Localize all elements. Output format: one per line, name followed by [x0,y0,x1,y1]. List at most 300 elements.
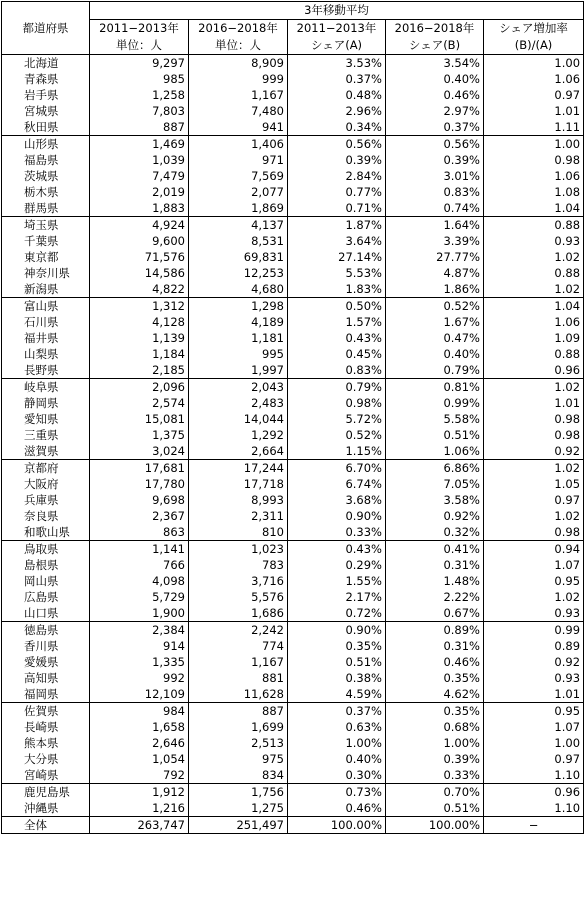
share-b: 0.67% [386,605,484,622]
share-b: 1.67% [386,314,484,330]
table-row [2,87,584,103]
share-a: 0.29% [288,557,386,573]
table-row [2,314,584,330]
share-growth: 1.02 [484,281,584,298]
count-2016-2018: 4,680 [189,281,288,298]
share-growth: 1.09 [484,330,584,346]
count-2016-2018: 4,189 [189,314,288,330]
count-2016-2018: 1,997 [189,362,288,379]
table-row [2,233,584,249]
count-2011-2013: 1,469 [90,136,189,153]
count-2016-2018: 3,716 [189,573,288,589]
count-2016-2018: 1,756 [189,784,288,801]
count-2011-2013: 863 [90,524,189,541]
count-2011-2013: 1,139 [90,330,189,346]
table-row [2,217,584,234]
share-b: 3.39% [386,233,484,249]
share-b: 2.97% [386,103,484,119]
count-2011-2013: 17,780 [90,476,189,492]
share-growth: 0.98 [484,524,584,541]
table-row [2,719,584,735]
prefecture-name: 広島県 [2,589,90,605]
count-2016-2018: 1,292 [189,427,288,443]
table-row [2,281,584,298]
prefecture-name: 愛知県 [2,411,90,427]
table-row [2,476,584,492]
count-2016-2018: 4,137 [189,217,288,234]
count-2016-2018: 1,406 [189,136,288,153]
count-2011-2013: 17,681 [90,460,189,477]
prefecture-name: 滋賀県 [2,443,90,460]
prefecture-name: 山梨県 [2,346,90,362]
table-row [2,427,584,443]
share-b: 0.52% [386,298,484,315]
share-b: 1.06% [386,443,484,460]
share-b: 0.99% [386,395,484,411]
share-growth: 0.93 [484,233,584,249]
table-row [2,735,584,751]
share-a: 0.51% [288,654,386,670]
table-row [2,200,584,217]
col4-header-period: 2016−2018年 [386,20,484,38]
share-growth: 1.10 [484,800,584,817]
share-b: 0.51% [386,427,484,443]
count-2016-2018: 975 [189,751,288,767]
prefecture-name: 鹿児島県 [2,784,90,801]
share-a: 0.34% [288,119,386,136]
share-growth: 1.00 [484,136,584,153]
share-growth: 0.88 [484,217,584,234]
share-growth: 0.92 [484,443,584,460]
prefecture-name: 石川県 [2,314,90,330]
count-2016-2018: 774 [189,638,288,654]
share-a: 0.56% [288,136,386,153]
share-growth: 1.01 [484,103,584,119]
total-prefecture-name: 全体 [2,817,90,834]
table-row [2,703,584,720]
table-row [2,605,584,622]
prefecture-name: 東京都 [2,249,90,265]
share-b: 4.87% [386,265,484,281]
share-a: 0.48% [288,87,386,103]
col2-header-period: 2016−2018年 [189,20,288,38]
table-row [2,395,584,411]
share-growth: 0.88 [484,265,584,281]
share-growth: 0.93 [484,605,584,622]
total-share-b: 100.00% [386,817,484,834]
share-a: 0.40% [288,751,386,767]
prefecture-name: 熊本県 [2,735,90,751]
share-b: 0.40% [386,71,484,87]
count-2011-2013: 7,479 [90,168,189,184]
prefecture-name: 秋田県 [2,119,90,136]
share-b: 27.77% [386,249,484,265]
share-growth: 1.02 [484,589,584,605]
count-2011-2013: 1,658 [90,719,189,735]
share-growth: 1.07 [484,557,584,573]
count-2016-2018: 1,023 [189,541,288,558]
share-growth: 1.02 [484,460,584,477]
count-2011-2013: 1,900 [90,605,189,622]
share-a: 1.00% [288,735,386,751]
share-a: 0.33% [288,524,386,541]
share-a: 0.98% [288,395,386,411]
table-row [2,557,584,573]
prefecture-name: 福岡県 [2,686,90,703]
share-a: 0.90% [288,622,386,639]
count-2011-2013: 1,216 [90,800,189,817]
prefecture-name: 三重県 [2,427,90,443]
share-b: 7.05% [386,476,484,492]
count-2016-2018: 8,909 [189,55,288,72]
table-row [2,298,584,315]
count-2016-2018: 2,664 [189,443,288,460]
count-2016-2018: 69,831 [189,249,288,265]
share-a: 0.37% [288,703,386,720]
count-2011-2013: 4,822 [90,281,189,298]
share-growth: 0.95 [484,703,584,720]
prefecture-name: 岡山県 [2,573,90,589]
prefecture-name: 栃木県 [2,184,90,200]
count-2016-2018: 1,275 [189,800,288,817]
count-2011-2013: 9,297 [90,55,189,72]
prefecture-name: 和歌山県 [2,524,90,541]
prefecture-name: 奈良県 [2,508,90,524]
count-2016-2018: 1,298 [189,298,288,315]
table-row [2,71,584,87]
share-b: 0.37% [386,119,484,136]
share-growth: 1.05 [484,476,584,492]
prefecture-name: 群馬県 [2,200,90,217]
share-growth: 0.88 [484,346,584,362]
share-b: 2.22% [386,589,484,605]
share-a: 3.64% [288,233,386,249]
share-b: 1.48% [386,573,484,589]
count-2011-2013: 71,576 [90,249,189,265]
share-growth: 0.93 [484,670,584,686]
prefecture-name: 佐賀県 [2,703,90,720]
count-2011-2013: 15,081 [90,411,189,427]
table-row [2,119,584,136]
share-growth: 0.98 [484,152,584,168]
share-b: 4.62% [386,686,484,703]
col4-header-unit: シェア(B) [386,37,484,55]
share-b: 0.74% [386,200,484,217]
table-row [2,411,584,427]
prefecture-name: 千葉県 [2,233,90,249]
share-growth: 1.04 [484,200,584,217]
count-2016-2018: 881 [189,670,288,686]
share-growth: 1.02 [484,508,584,524]
count-2011-2013: 1,375 [90,427,189,443]
share-b: 0.39% [386,152,484,168]
share-a: 1.83% [288,281,386,298]
prefecture-name: 新潟県 [2,281,90,298]
share-b: 0.92% [386,508,484,524]
share-a: 1.55% [288,573,386,589]
share-growth: 0.94 [484,541,584,558]
count-2016-2018: 17,718 [189,476,288,492]
table-row [2,524,584,541]
table-row [2,573,584,589]
share-a: 0.90% [288,508,386,524]
count-2016-2018: 12,253 [189,265,288,281]
table-row [2,767,584,784]
count-2016-2018: 1,699 [189,719,288,735]
col3-header-period: 2011−2013年 [288,20,386,38]
prefecture-column-header: 都道府県 [2,2,90,55]
table-row [2,622,584,639]
count-2011-2013: 1,184 [90,346,189,362]
share-growth: 1.06 [484,168,584,184]
share-b: 0.35% [386,703,484,720]
count-2016-2018: 2,483 [189,395,288,411]
share-growth: 1.06 [484,314,584,330]
share-a: 0.71% [288,200,386,217]
share-growth: 0.98 [484,411,584,427]
share-b: 3.58% [386,492,484,508]
table-row [2,800,584,817]
share-b: 1.00% [386,735,484,751]
col1-header-period: 2011−2013年 [90,20,189,38]
count-2016-2018: 7,480 [189,103,288,119]
table-row [2,492,584,508]
prefecture-name: 富山県 [2,298,90,315]
share-growth: 1.08 [484,184,584,200]
count-2011-2013: 984 [90,703,189,720]
table-row [2,654,584,670]
share-a: 0.30% [288,767,386,784]
share-a: 4.59% [288,686,386,703]
count-2016-2018: 5,576 [189,589,288,605]
share-b: 0.39% [386,751,484,767]
share-a: 3.68% [288,492,386,508]
share-growth: 1.11 [484,119,584,136]
share-b: 5.58% [386,411,484,427]
count-2011-2013: 887 [90,119,189,136]
count-2011-2013: 992 [90,670,189,686]
share-growth: 0.96 [484,784,584,801]
total-count-2016-2018: 251,497 [189,817,288,834]
prefecture-name: 宮崎県 [2,767,90,784]
count-2011-2013: 12,109 [90,686,189,703]
count-2016-2018: 17,244 [189,460,288,477]
share-a: 0.38% [288,670,386,686]
count-2011-2013: 4,924 [90,217,189,234]
count-2011-2013: 2,367 [90,508,189,524]
count-2011-2013: 5,729 [90,589,189,605]
share-b: 0.51% [386,800,484,817]
table-row [2,362,584,379]
count-2016-2018: 810 [189,524,288,541]
share-b: 0.83% [386,184,484,200]
count-2016-2018: 2,043 [189,379,288,396]
count-2016-2018: 7,569 [189,168,288,184]
table-row [2,638,584,654]
count-2011-2013: 14,586 [90,265,189,281]
share-b: 0.81% [386,379,484,396]
prefecture-name: 山口県 [2,605,90,622]
share-b: 6.86% [386,460,484,477]
share-a: 0.45% [288,346,386,362]
table-row [2,136,584,153]
share-growth: 0.92 [484,654,584,670]
count-2011-2013: 4,098 [90,573,189,589]
count-2011-2013: 2,096 [90,379,189,396]
table-row [2,460,584,477]
prefecture-name: 埼玉県 [2,217,90,234]
share-a: 0.39% [288,152,386,168]
share-a: 2.96% [288,103,386,119]
prefecture-name: 香川県 [2,638,90,654]
count-2011-2013: 7,803 [90,103,189,119]
count-2011-2013: 9,698 [90,492,189,508]
col2-header-unit: 単位：人 [189,37,288,55]
count-2016-2018: 783 [189,557,288,573]
share-b: 0.46% [386,654,484,670]
total-row [2,817,584,834]
share-growth: 1.01 [484,395,584,411]
share-a: 0.35% [288,638,386,654]
table-row [2,168,584,184]
share-growth: 0.97 [484,492,584,508]
prefecture-share-table [1,1,584,834]
prefecture-name: 沖縄県 [2,800,90,817]
total-count-2011-2013: 263,747 [90,817,189,834]
share-a: 0.50% [288,298,386,315]
share-a: 6.70% [288,460,386,477]
share-b: 0.56% [386,136,484,153]
share-growth: 1.07 [484,719,584,735]
count-2011-2013: 766 [90,557,189,573]
share-a: 0.52% [288,427,386,443]
prefecture-name: 福島県 [2,152,90,168]
prefecture-name: 愛媛県 [2,654,90,670]
table-row [2,784,584,801]
table-body [2,55,584,834]
share-b: 0.79% [386,362,484,379]
share-a: 3.53% [288,55,386,72]
share-b: 0.31% [386,557,484,573]
count-2011-2013: 1,039 [90,152,189,168]
prefecture-name: 福井県 [2,330,90,346]
count-2016-2018: 1,181 [189,330,288,346]
count-2011-2013: 1,054 [90,751,189,767]
table-row [2,443,584,460]
share-b: 0.46% [386,87,484,103]
share-b: 1.64% [386,217,484,234]
share-b: 0.31% [386,638,484,654]
table-row [2,184,584,200]
prefecture-name: 大阪府 [2,476,90,492]
count-2011-2013: 1,335 [90,654,189,670]
table-row [2,686,584,703]
share-b: 1.86% [386,281,484,298]
share-growth: 1.00 [484,55,584,72]
table-row [2,379,584,396]
table-row [2,265,584,281]
share-a: 0.73% [288,784,386,801]
share-b: 3.54% [386,55,484,72]
count-2016-2018: 2,513 [189,735,288,751]
share-a: 0.83% [288,362,386,379]
prefecture-name: 青森県 [2,71,90,87]
prefecture-name: 兵庫県 [2,492,90,508]
prefecture-name: 大分県 [2,751,90,767]
share-b: 0.32% [386,524,484,541]
table-row [2,541,584,558]
count-2016-2018: 971 [189,152,288,168]
share-growth: 0.97 [484,751,584,767]
share-growth: 0.95 [484,573,584,589]
count-2011-2013: 2,384 [90,622,189,639]
prefecture-name: 高知県 [2,670,90,686]
count-2016-2018: 8,531 [189,233,288,249]
share-a: 1.57% [288,314,386,330]
prefecture-name: 神奈川県 [2,265,90,281]
total-share-a: 100.00% [288,817,386,834]
share-growth: 0.99 [484,622,584,639]
share-a: 0.46% [288,800,386,817]
share-growth: 1.01 [484,686,584,703]
prefecture-name: 鳥取県 [2,541,90,558]
count-2011-2013: 9,600 [90,233,189,249]
share-b: 0.33% [386,767,484,784]
count-2016-2018: 11,628 [189,686,288,703]
share-a: 1.87% [288,217,386,234]
count-2011-2013: 985 [90,71,189,87]
share-a: 2.17% [288,589,386,605]
count-2016-2018: 999 [189,71,288,87]
count-2011-2013: 2,185 [90,362,189,379]
count-2016-2018: 1,167 [189,654,288,670]
prefecture-name: 岩手県 [2,87,90,103]
count-2011-2013: 2,019 [90,184,189,200]
table-row [2,751,584,767]
table-row [2,508,584,524]
share-a: 6.74% [288,476,386,492]
prefecture-name: 宮城県 [2,103,90,119]
count-2016-2018: 887 [189,703,288,720]
table-row [2,55,584,72]
share-a: 0.43% [288,330,386,346]
share-b: 0.89% [386,622,484,639]
count-2016-2018: 8,993 [189,492,288,508]
count-2016-2018: 2,311 [189,508,288,524]
count-2016-2018: 941 [189,119,288,136]
moving-average-group-header: 3年移動平均 [90,2,584,20]
table-row [2,249,584,265]
col5-header-unit: (B)/(A) [484,37,584,55]
prefecture-name: 長野県 [2,362,90,379]
share-growth: 0.97 [484,87,584,103]
col5-header-title: シェア増加率 [484,20,584,38]
count-2011-2013: 3,024 [90,443,189,460]
count-2011-2013: 2,646 [90,735,189,751]
col3-header-unit: シェア(A) [288,37,386,55]
share-b: 0.68% [386,719,484,735]
share-b: 0.40% [386,346,484,362]
prefecture-name: 徳島県 [2,622,90,639]
table-row [2,330,584,346]
count-2011-2013: 2,574 [90,395,189,411]
table-row [2,589,584,605]
share-a: 1.15% [288,443,386,460]
col1-header-unit: 単位：人 [90,37,189,55]
count-2016-2018: 995 [189,346,288,362]
share-growth: 1.06 [484,71,584,87]
share-growth: 1.10 [484,767,584,784]
